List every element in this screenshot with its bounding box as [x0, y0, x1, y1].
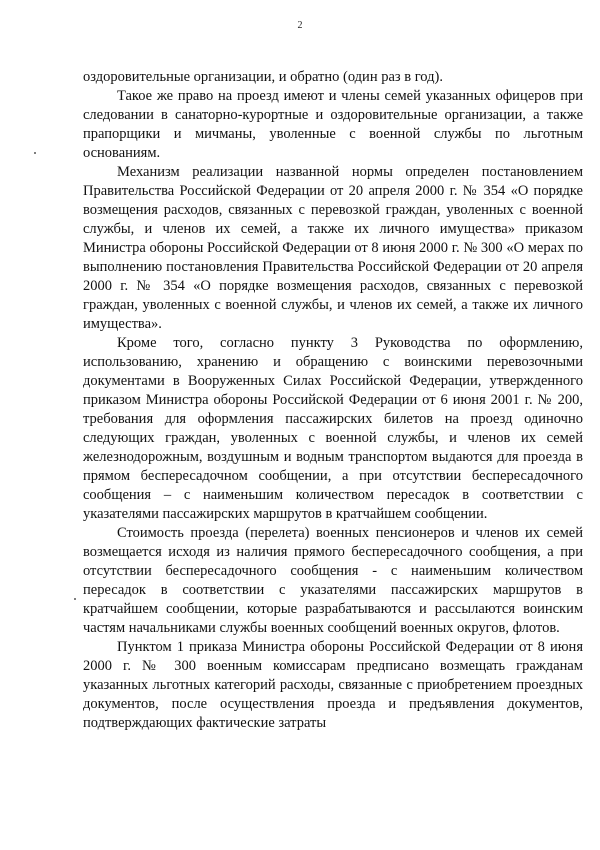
paragraph-travel-cost: Стоимость проезда (перелета) военных пенсионеров и членов их семей возмещается исходя из наличия прямого беспересадочного сообщения, а при отсутствии беспересадочного сообщения - с наименьшим количеством пересадок в соответствии с указателями пассажирских маршрутов в кратчайшем сообщении, которые разрабатываются и рассылаются воинским частям начальниками службы военных сообщений военных округов, флотов. — [83, 525, 583, 636]
paragraph-transport-documents: Кроме того, согласно пункту 3 Руководства по оформлению, использованию, хранению и обращению с воинскими перевозочными документами в Вооруженных Силах Российской Федерации, утвержденного приказом Министра обороны Российской Федерации от 6 июня 2001 г. № 200, требования для оформления пассажирских билетов на проезд одиночно следующих граждан, уволенных с военной службы, и членов их семей железнодорожным, воздушным и водным транспортом выдаются для проезда в прямом беспересадочном сообщении, а при отсутствии беспересадочного сообщения – с наименьшим количеством пересадок в соответствии с указателями пассажирских маршрутов в кратчайшем сообщении. — [83, 335, 583, 522]
scan-speck — [34, 152, 36, 154]
scan-speck — [74, 598, 76, 600]
document-body — [83, 68, 583, 733]
paragraph-continuation: оздоровительные организации, и обратно (один раз в год). — [83, 69, 443, 85]
paragraph-implementation-mechanism: Механизм реализации названной нормы определен постановлением Правительства Российской Федерации от 20 апреля 2000 г. № 354 «О порядке возмещения расходов, связанных с перевозкой граждан, уволенных с военной службы, и членов их семей, а также их личного имущества» приказом Министра обороны Российской Федерации от 8 июня 2000 г. № 300 «О мерах по выполнению постановления Правительства Российской Федерации от 20 апреля 2000 г. № 354 «О порядке возмещения расходов, связанных с перевозкой граждан, уволенных с военной службы, и членов их семей, а также их личного имущества». — [83, 164, 583, 332]
page-number: 2 — [297, 20, 303, 31]
paragraph-family-members-right: Такое же право на проезд имеют и члены семей указанных офицеров при следовании в санаторно-курортные и оздоровительные организации, а также прапорщики и мичманы, уволенные с военной службы по льготным основаниям. — [83, 88, 583, 161]
paragraph-reimbursement: Пунктом 1 приказа Министра обороны Российской Федерации от 8 июня 2000 г. № 300 военным комиссарам предписано возмещать гражданам указанных льготных категорий расходы, связанные с приобретением проездных документов, после осуществления проезда и предъявления документов, подтверждающих фактические затраты — [83, 639, 583, 731]
